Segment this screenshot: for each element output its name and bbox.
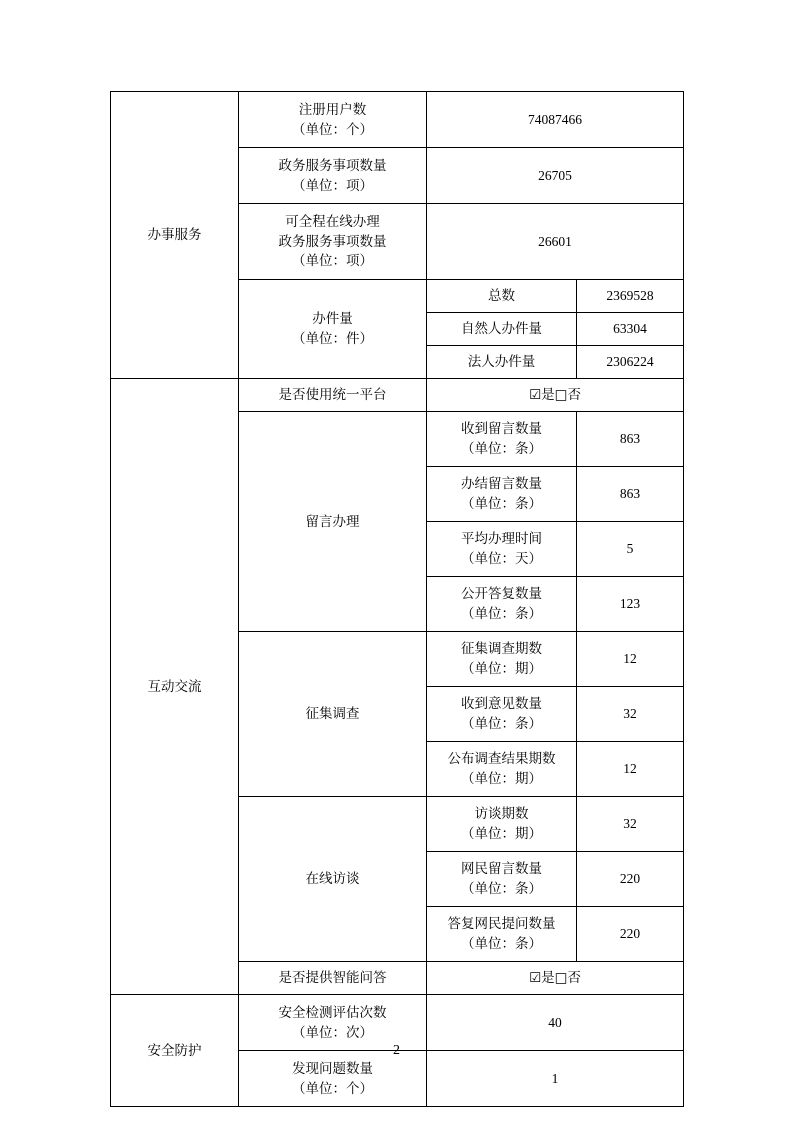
row-label-online-interview: 在线访谈	[239, 797, 427, 962]
checkbox-yes-unified-platform[interactable]: ☑是	[529, 386, 555, 403]
subrow-value-opinions-received: 32	[577, 687, 684, 742]
row-label-case-volume: 办件量 （单位：件）	[239, 280, 427, 379]
subrow-value-public-replies: 123	[577, 577, 684, 632]
section-label-banshifuwu: 办事服务	[111, 92, 239, 379]
subrow-label-average-time: 平均办理时间 （单位：天）	[427, 522, 577, 577]
table-row	[111, 379, 684, 412]
checked-box-icon: ☑	[529, 969, 542, 986]
row-label-unified-platform: 是否使用统一平台	[239, 379, 427, 412]
subrow-label-public-replies: 公开答复数量 （单位：条）	[427, 577, 577, 632]
subrow-value-survey-results-published: 12	[577, 742, 684, 797]
subrow-value-messages-received: 863	[577, 412, 684, 467]
row-label-message-handling: 留言办理	[239, 412, 427, 632]
subrow-label-interview-count: 访谈期数 （单位：期）	[427, 797, 577, 852]
row-value-online-service-items: 26601	[427, 204, 684, 280]
subrow-value-netizen-replies: 220	[577, 907, 684, 962]
row-value-unified-platform	[427, 379, 684, 412]
subrow-label-messages-received: 收到留言数量 （单位：条）	[427, 412, 577, 467]
subrow-label-case-natural-person: 自然人办件量	[427, 313, 577, 346]
checkbox-yes-smart-qa[interactable]: ☑是	[529, 969, 555, 986]
row-label-online-service-items: 可全程在线办理 政务服务事项数量 （单位：项）	[239, 204, 427, 280]
subrow-label-messages-completed: 办结留言数量 （单位：条）	[427, 467, 577, 522]
row-label-issues-found: 发现问题数量 （单位：个）	[239, 1051, 427, 1107]
row-value-security-assessments: 40	[427, 995, 684, 1051]
checkbox-no-unified-platform[interactable]: □否	[554, 386, 581, 403]
row-label-security-assessments: 安全检测评估次数 （单位：次）	[239, 995, 427, 1051]
subrow-label-case-legal-person: 法人办件量	[427, 346, 577, 379]
row-value-registered-users: 74087466	[427, 92, 684, 148]
section-label-hudongjiaoliu: 互动交流	[111, 379, 239, 995]
row-value-issues-found: 1	[427, 1051, 684, 1107]
page-number: 2	[393, 1043, 400, 1058]
table-row	[111, 92, 684, 148]
row-value-smart-qa	[427, 962, 684, 995]
report-table-container	[110, 91, 683, 1107]
row-label-service-items: 政务服务事项数量 （单位：项）	[239, 148, 427, 204]
row-label-survey-collection: 征集调查	[239, 632, 427, 797]
subrow-label-survey-count: 征集调查期数 （单位：期）	[427, 632, 577, 687]
subrow-value-messages-completed: 863	[577, 467, 684, 522]
subrow-value-case-legal-person: 2306224	[577, 346, 684, 379]
government-website-report-table	[110, 91, 684, 1107]
checked-box-icon: ☑	[529, 386, 542, 403]
row-value-service-items: 26705	[427, 148, 684, 204]
row-label-smart-qa: 是否提供智能问答	[239, 962, 427, 995]
subrow-value-interview-count: 32	[577, 797, 684, 852]
subrow-value-average-time: 5	[577, 522, 684, 577]
subrow-label-survey-results-published: 公布调查结果期数 （单位：期）	[427, 742, 577, 797]
empty-box-icon: □	[554, 969, 568, 986]
subrow-value-survey-count: 12	[577, 632, 684, 687]
empty-box-icon: □	[554, 386, 568, 403]
subrow-value-case-natural-person: 63304	[577, 313, 684, 346]
row-label-registered-users: 注册用户数 （单位：个）	[239, 92, 427, 148]
subrow-value-netizen-messages: 220	[577, 852, 684, 907]
subrow-label-opinions-received: 收到意见数量 （单位：条）	[427, 687, 577, 742]
section-label-anquanfanghu: 安全防护	[111, 995, 239, 1107]
subrow-label-netizen-messages: 网民留言数量 （单位：条）	[427, 852, 577, 907]
subrow-value-case-total: 2369528	[577, 280, 684, 313]
checkbox-no-smart-qa[interactable]: □否	[554, 969, 581, 986]
subrow-label-case-total: 总数	[427, 280, 577, 313]
subrow-label-netizen-replies: 答复网民提问数量 （单位：条）	[427, 907, 577, 962]
